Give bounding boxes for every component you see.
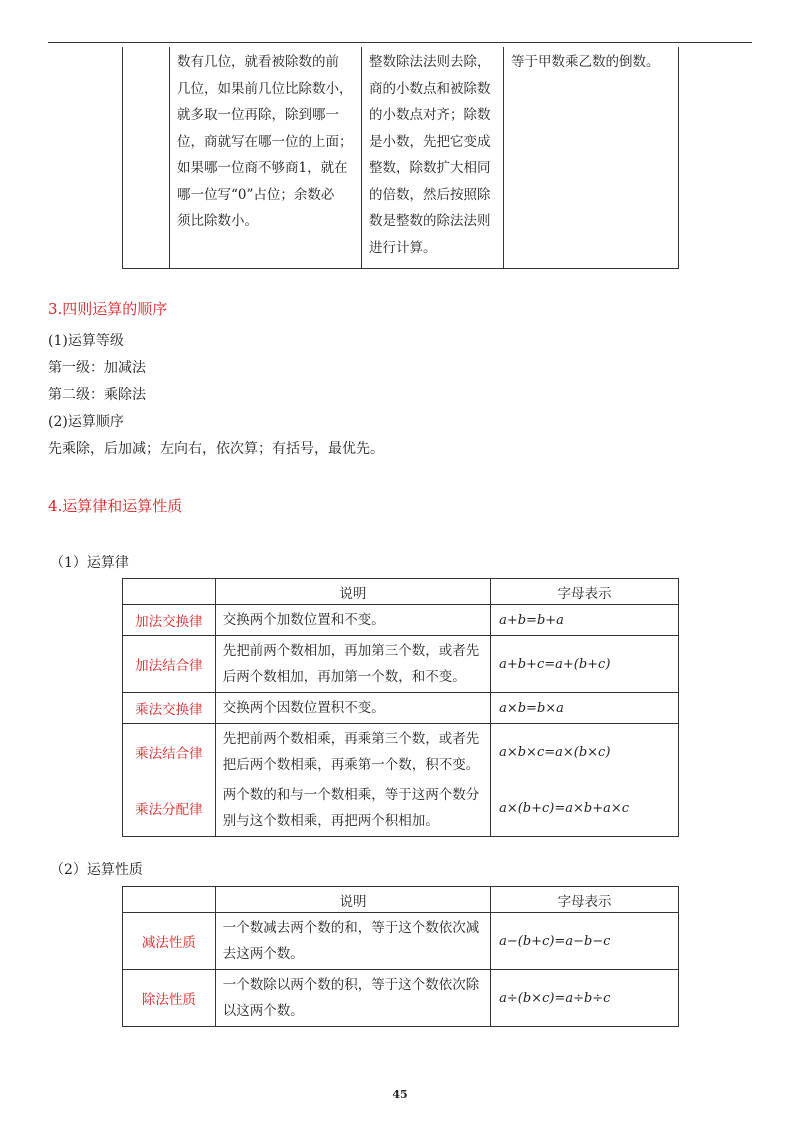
level-one: 第一级：加减法 [48, 360, 146, 376]
operation-order: 先乘除，后加减；左向右，依次算；有括号，最优先。 [48, 441, 384, 457]
section3-heading: 3.四则运算的顺序 [48, 300, 168, 318]
division-integer-rule: 数有几位，就看被除数的前 几位，如果前几位比除数小， 就多取一位再除，除到哪一 位，商就写在哪一位的上面； 如果哪一位商不够商1，就在 哪一位写“0”占位；余数必 须比除数小。 [177, 54, 353, 229]
laws-table [122, 578, 679, 837]
property-name: 减法性质 [123, 913, 216, 970]
col-divider [361, 47, 362, 268]
law-formula: a×(b+c)=a×b+a×c [491, 780, 679, 837]
law-name: 加法结合律 [123, 636, 216, 693]
property-name: 除法性质 [123, 970, 216, 1027]
continuation-table [122, 47, 679, 269]
header-formula: 字母表示 [491, 887, 679, 913]
table-header-row [123, 579, 679, 605]
division-decimal-rule: 整数除法法则去除， 商的小数点和被除数 的小数点对齐；除数 是小数，先把它变成 整数，除数扩大相同 的倍数，然后按照除 数是整数的除法法则 进行计算。 [369, 54, 491, 256]
law-name: 乘法结合律 [123, 724, 216, 781]
table-row [123, 724, 679, 781]
table-row [123, 913, 679, 970]
law-desc: 交换两个加数位置和不变。 [215, 605, 490, 636]
properties-table [122, 886, 679, 1027]
law-formula: a×b=b×a [491, 693, 679, 724]
header-rule [48, 42, 752, 43]
col-divider [169, 47, 170, 268]
law-desc: 交换两个因数位置积不变。 [215, 693, 490, 724]
law-name: 乘法交换律 [123, 693, 216, 724]
law-desc: 先把前两个数相乘，再乘第三个数，或者先把后两个数相乘，再乘第一个数，积不变。 [215, 724, 490, 781]
division-fraction-rule: 等于甲数乘乙数的倒数。 [511, 54, 660, 70]
table-row [123, 636, 679, 693]
header-formula: 字母表示 [491, 579, 679, 605]
property-formula: a÷(b×c)=a÷b÷c [491, 970, 679, 1027]
section3-sub2: (2)运算顺序 [48, 414, 124, 430]
law-desc: 先把前两个数相加，再加第三个数，或者先后两个数相加，再加第一个数，和不变。 [215, 636, 490, 693]
section4-heading: 4.运算律和运算性质 [48, 497, 183, 515]
property-desc: 一个数除以两个数的积，等于这个数依次除以这两个数。 [215, 970, 490, 1027]
properties-subheading: （2）运算性质 [50, 862, 143, 878]
law-name: 加法交换律 [123, 605, 216, 636]
header-blank [123, 579, 216, 605]
col-divider [503, 47, 504, 268]
property-desc: 一个数减去两个数的和，等于这个数依次减去这两个数。 [215, 913, 490, 970]
page-number: 45 [392, 1088, 408, 1101]
table-row [123, 693, 679, 724]
level-two: 第二级：乘除法 [48, 387, 146, 403]
law-desc: 两个数的和与一个数相乘，等于这两个数分别与这个数相乘，再把两个积相加。 [215, 780, 490, 837]
table-row [123, 780, 679, 837]
law-name: 乘法分配律 [123, 780, 216, 837]
laws-subheading: （1）运算律 [50, 555, 129, 571]
header-blank [123, 887, 216, 913]
property-formula: a−(b+c)=a−b−c [491, 913, 679, 970]
table-row [123, 605, 679, 636]
law-formula: a×b×c=a×(b×c) [491, 724, 679, 781]
law-formula: a+b+c=a+(b+c) [491, 636, 679, 693]
header-desc: 说明 [215, 887, 490, 913]
law-formula: a+b=b+a [491, 605, 679, 636]
table-header-row [123, 887, 679, 913]
section3-sub1: (1)运算等级 [48, 333, 124, 349]
header-desc: 说明 [215, 579, 490, 605]
table-row [123, 970, 679, 1027]
